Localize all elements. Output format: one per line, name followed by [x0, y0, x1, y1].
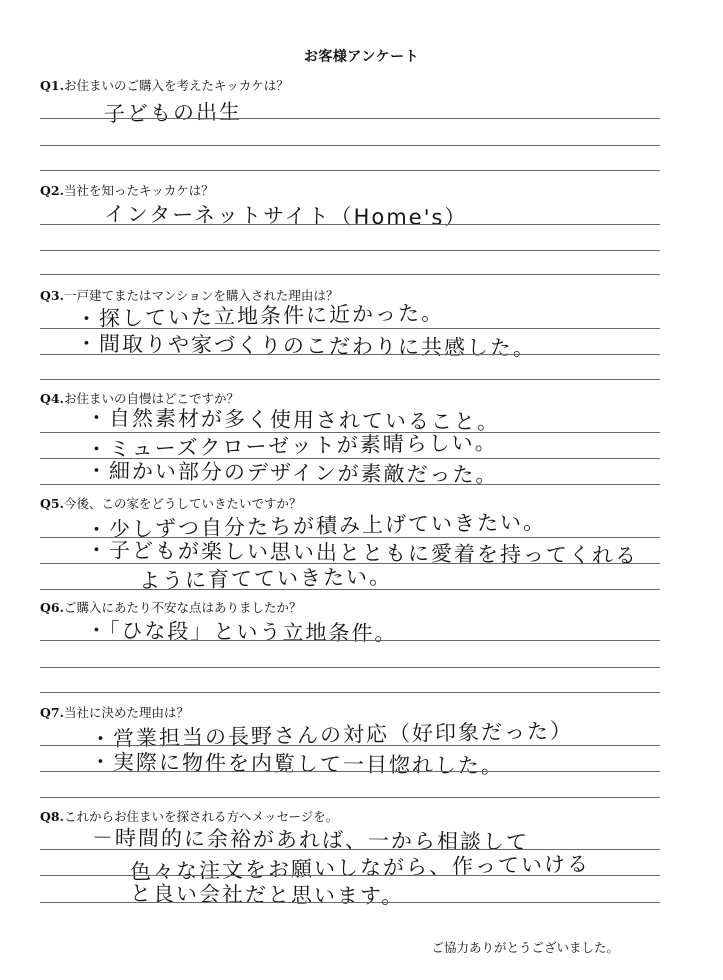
answer-rule — [40, 354, 660, 355]
question-text: 今後、この家をどうしていきたいですか？ — [63, 496, 302, 511]
answer-rule — [40, 170, 660, 171]
question-2 — [40, 181, 214, 199]
survey-title: お客様アンケート — [303, 49, 420, 65]
answer-line: ・間取りや家づくりのこだわりに共感した。 — [75, 331, 537, 361]
answer-rule — [40, 563, 660, 564]
answer-rule — [40, 458, 660, 459]
question-text: 当社を知ったキッカケは？ — [63, 183, 214, 198]
answer-rule — [40, 745, 660, 746]
answer-rule — [40, 484, 660, 485]
question-7 — [40, 703, 189, 721]
answer-rule — [40, 849, 660, 850]
answer-line: ・探していた立地条件に近かった。 — [75, 300, 445, 332]
question-number: Q6. — [40, 600, 64, 615]
question-text: 一戸建てまたはマンションを購入された理由は？ — [63, 288, 339, 303]
answer-rule — [40, 875, 660, 876]
question-number: Q5. — [40, 496, 64, 511]
answer-rule — [40, 640, 660, 641]
question-number: Q7. — [40, 705, 64, 720]
answer-line: 色々な注文をお願いしながら、作っていける — [129, 851, 591, 885]
answer-line: ・「ひな段」という立地条件。 — [85, 618, 398, 646]
answer-line: ・細かい部分のデザインが素敵だった。 — [85, 458, 499, 488]
answer-line: ・少しずつ自分たちが積み上げていきたい。 — [85, 509, 547, 543]
question-text: お住まいの自慢はどこですか？ — [63, 391, 239, 406]
answer-rule — [40, 797, 660, 798]
answer-rule — [40, 537, 660, 538]
answer-rule — [40, 145, 660, 146]
answer-line: インターネットサイト（Home's） — [103, 202, 468, 230]
question-number: Q8. — [40, 809, 64, 824]
question-number: Q2. — [40, 183, 64, 198]
answer-line: ・実際に物件を内覧して一目惚れした。 — [89, 749, 505, 779]
question-text: お住まいのご購入を考えたキッカケは？ — [63, 78, 289, 93]
answer-rule — [40, 274, 660, 275]
answer-rule — [40, 589, 660, 590]
answer-line: ように育てていきたい。 — [115, 564, 393, 594]
question-number: Q3. — [40, 288, 64, 303]
question-number: Q1. — [40, 78, 64, 93]
question-text: 当社に決めた理由は？ — [63, 705, 189, 720]
answer-rule — [40, 224, 660, 225]
answer-line: と良い会社だと思います。 — [129, 881, 405, 909]
answer-line: ・子どもが楽しい思い出とともに愛着を持ってくれる — [85, 538, 639, 568]
answer-rule — [40, 667, 660, 668]
answer-rule — [40, 692, 660, 693]
answer-rule — [40, 771, 660, 772]
question-6 — [40, 598, 301, 616]
question-text: これからお住まいを探される方へメッセージを。 — [63, 809, 339, 824]
question-5 — [40, 494, 301, 512]
answer-rule — [40, 432, 660, 433]
answer-rule — [40, 379, 660, 380]
answer-line: 子どもの出生 — [103, 99, 243, 127]
answer-line: ・自然素材が多く使用されていること。 — [85, 405, 501, 435]
answer-line: －時間的に余裕があれば、一から相談して — [91, 825, 530, 855]
answer-rule — [40, 118, 660, 119]
question-number: Q4. — [40, 391, 64, 406]
question-text: ご購入にあたり不安な点はありましたか？ — [63, 600, 302, 615]
answer-line: ・ミューズクローゼットが素晴らしい。 — [85, 430, 498, 462]
question-1 — [40, 76, 289, 94]
answer-rule — [40, 328, 660, 329]
answer-rule — [40, 902, 660, 903]
thank-you-note: ご協力ありがとうございました。 — [431, 940, 619, 955]
answer-line: ・営業担当の長野さんの対応（好印象だった） — [89, 718, 574, 752]
answer-rule — [40, 250, 660, 251]
